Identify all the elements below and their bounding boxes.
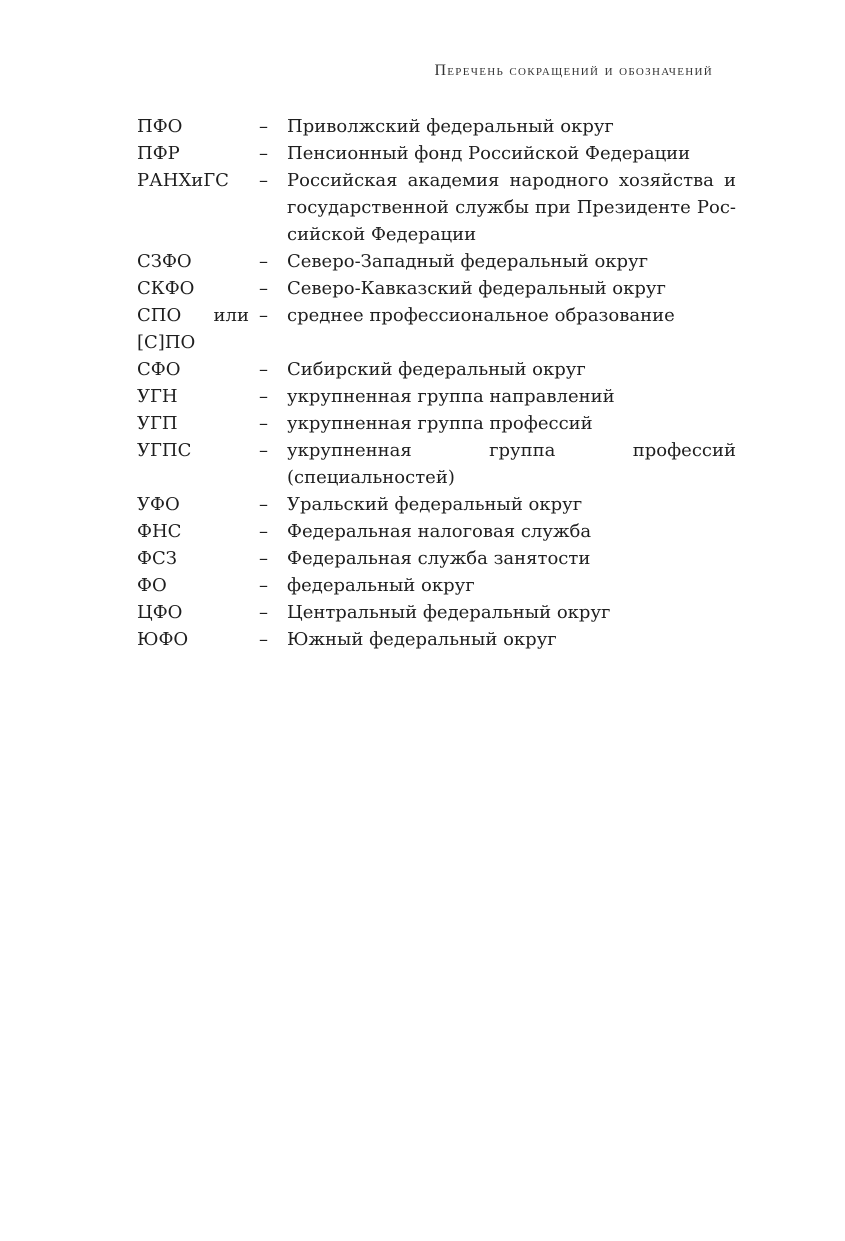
abbreviation-definition: укрупненная группа профессий (специальностей) bbox=[287, 440, 736, 488]
entry-dash: – bbox=[259, 494, 268, 515]
entry-dash: – bbox=[259, 413, 268, 434]
abbreviation-entry bbox=[137, 545, 736, 572]
abbreviation-term: ФНС bbox=[137, 521, 182, 542]
entry-dash: – bbox=[259, 278, 268, 299]
abbreviation-term: РАНХиГС bbox=[137, 170, 229, 191]
abbreviation-term: ПФР bbox=[137, 143, 180, 164]
abbreviation-list bbox=[137, 113, 736, 653]
entry-dash: – bbox=[259, 251, 268, 272]
entry-dash: – bbox=[259, 440, 268, 461]
abbreviation-definition: Центральный федеральный округ bbox=[287, 602, 611, 623]
abbreviation-definition: Сибирский федеральный округ bbox=[287, 359, 586, 380]
abbreviation-definition: Северо-Западный федеральный округ bbox=[287, 251, 649, 272]
entry-dash: – bbox=[259, 629, 268, 650]
abbreviation-entry bbox=[137, 572, 736, 599]
entry-dash: – bbox=[259, 305, 268, 326]
abbreviation-term: УФО bbox=[137, 494, 180, 515]
abbreviation-definition: Пенсионный фонд Российской Федерации bbox=[287, 143, 691, 164]
abbreviation-entry bbox=[137, 113, 736, 140]
entry-dash: – bbox=[259, 575, 268, 596]
abbreviation-definition: Российская академия народного хозяйства и государственной службы при Президенте Рос-сийской Федерации bbox=[287, 170, 736, 245]
abbreviation-definition: среднее профессиональное образование bbox=[287, 305, 675, 326]
abbreviation-entry bbox=[137, 302, 736, 356]
abbreviation-definition: федеральный округ bbox=[287, 575, 475, 596]
abbreviation-term: ФО bbox=[137, 575, 167, 596]
abbreviation-entry bbox=[137, 626, 736, 653]
abbreviation-entry bbox=[137, 410, 736, 437]
abbreviation-definition: Уральский федеральный округ bbox=[287, 494, 583, 515]
abbreviation-term: УГН bbox=[137, 386, 178, 407]
abbreviation-entry bbox=[137, 248, 736, 275]
entry-dash: – bbox=[259, 602, 268, 623]
abbreviation-definition: Южный федеральный округ bbox=[287, 629, 557, 650]
abbreviation-term: УГПС bbox=[137, 440, 192, 461]
abbreviation-term: ЦФО bbox=[137, 602, 183, 623]
abbreviation-term: ФСЗ bbox=[137, 548, 177, 569]
entry-dash: – bbox=[259, 386, 268, 407]
abbreviation-entry bbox=[137, 140, 736, 167]
abbreviation-entry bbox=[137, 356, 736, 383]
abbreviation-entry bbox=[137, 518, 736, 545]
abbreviation-entry bbox=[137, 275, 736, 302]
abbreviation-entry bbox=[137, 167, 736, 248]
abbreviation-term: СПО или [С]ПО bbox=[137, 305, 249, 353]
abbreviation-term: СКФО bbox=[137, 278, 195, 299]
abbreviation-definition: Северо-Кавказский федеральный округ bbox=[287, 278, 666, 299]
entry-dash: – bbox=[259, 170, 268, 191]
running-header: Перечень сокращений и обозначений bbox=[434, 62, 713, 79]
abbreviation-entry bbox=[137, 491, 736, 518]
abbreviation-entry bbox=[137, 383, 736, 410]
entry-dash: – bbox=[259, 359, 268, 380]
abbreviation-term: ПФО bbox=[137, 116, 183, 137]
abbreviation-term: ЮФО bbox=[137, 629, 189, 650]
abbreviation-definition: Федеральная налоговая служба bbox=[287, 521, 592, 542]
entry-dash: – bbox=[259, 143, 268, 164]
abbreviation-definition: укрупненная группа профессий bbox=[287, 413, 593, 434]
abbreviation-term: СЗФО bbox=[137, 251, 192, 272]
entry-dash: – bbox=[259, 548, 268, 569]
abbreviation-entry bbox=[137, 437, 736, 491]
abbreviation-entry bbox=[137, 599, 736, 626]
entry-dash: – bbox=[259, 521, 268, 542]
abbreviation-definition: Приволжский федеральный округ bbox=[287, 116, 614, 137]
abbreviation-definition: Федеральная служба занятости bbox=[287, 548, 591, 569]
abbreviation-term: СФО bbox=[137, 359, 181, 380]
entry-dash: – bbox=[259, 116, 268, 137]
abbreviation-term: УГП bbox=[137, 413, 178, 434]
abbreviation-definition: укрупненная группа направлений bbox=[287, 386, 615, 407]
